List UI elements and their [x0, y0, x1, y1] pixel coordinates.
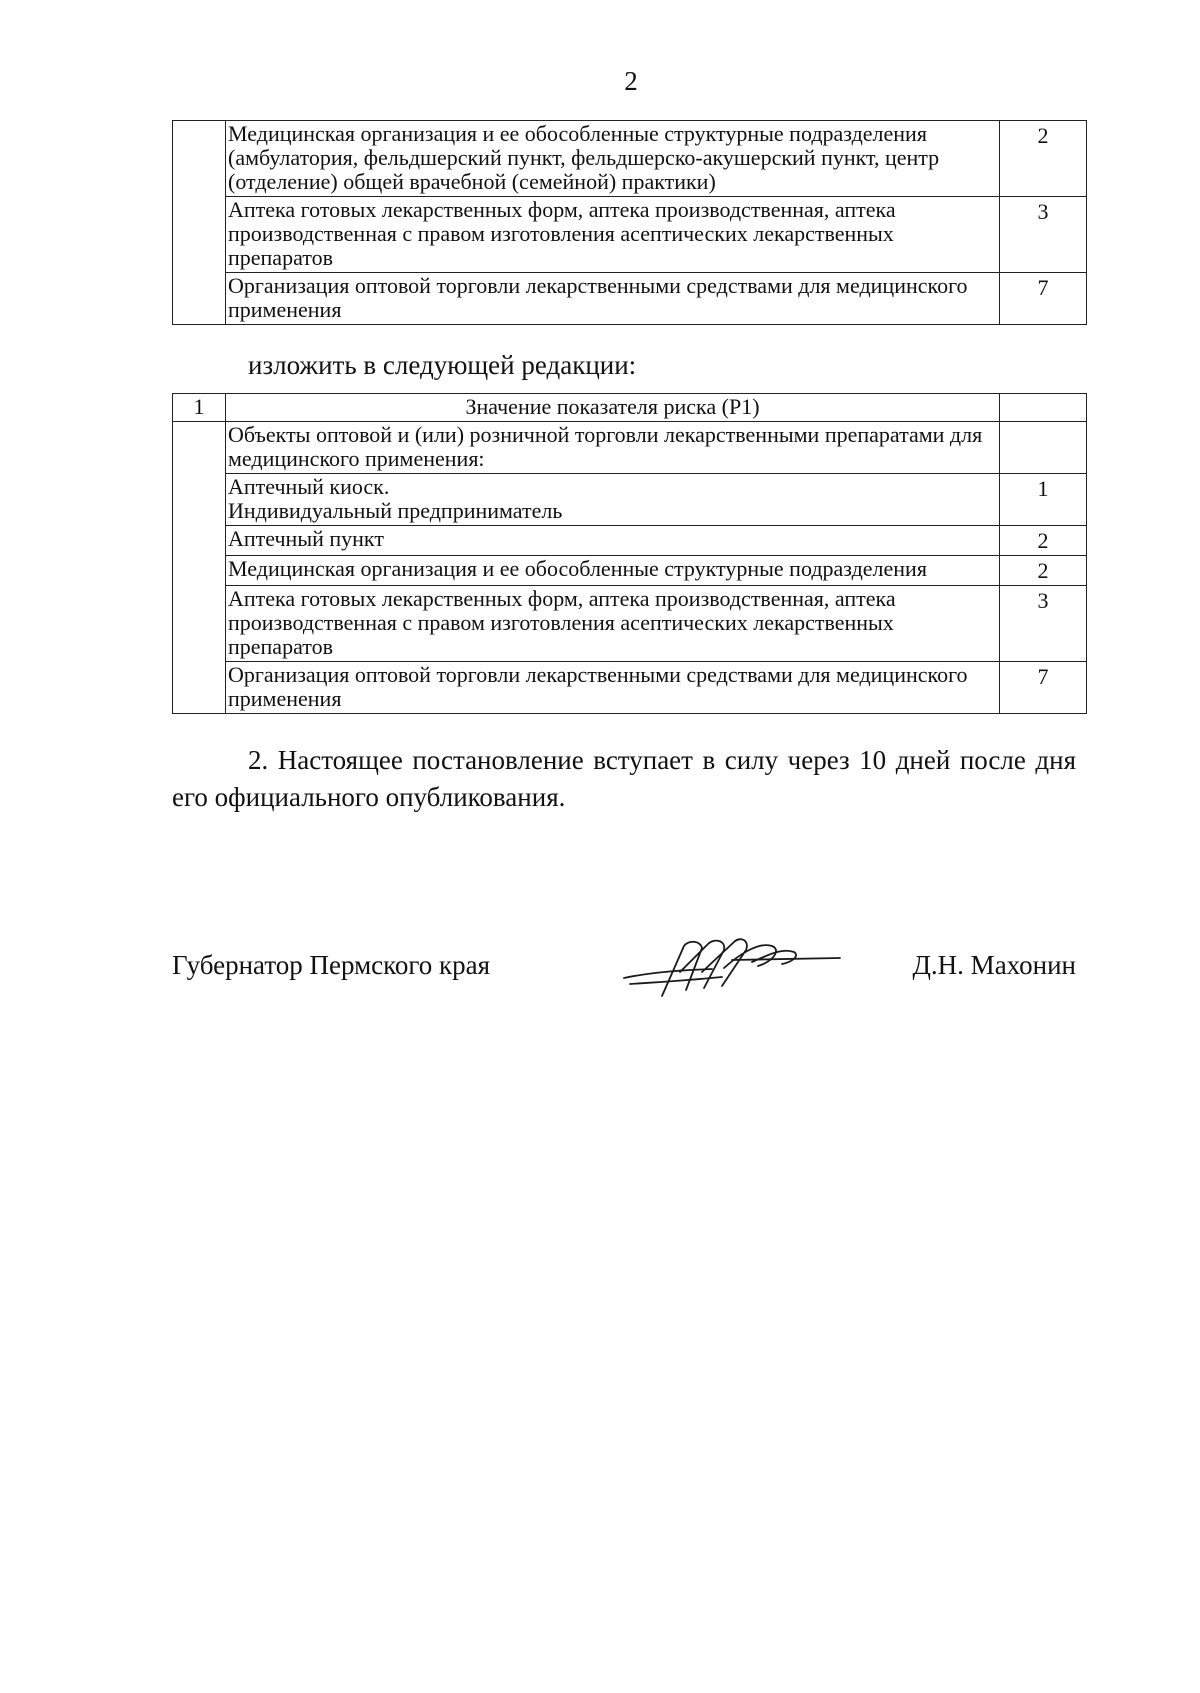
row-text: Аптека готовых лекарственных форм, аптека производственная, аптека производственная с правом изготовления асептических лекарственных препаратов	[226, 586, 1000, 662]
signature-block	[172, 950, 1076, 1010]
row-text: Аптечный киоск. Индивидуальный предприниматель	[226, 474, 1000, 526]
table-row	[173, 121, 1087, 197]
table-row	[173, 197, 1087, 273]
table-row	[173, 526, 1087, 556]
row-text: Медицинская организация и ее обособленные структурные подразделения (амбулатория, фельдшерский пункт, фельдшерско-акушерский пункт, центр (отделение) общей врачебной (семейной) практики)	[226, 121, 1000, 197]
table-row	[173, 586, 1087, 662]
row-value: 1	[1000, 474, 1087, 526]
row-value: 7	[1000, 273, 1087, 325]
row-value: 7	[1000, 662, 1087, 714]
row-text: Аптека готовых лекарственных форм, аптека производственная, аптека производственная с правом изготовления асептических лекарственных препаратов	[226, 197, 1000, 273]
row-text: Организация оптовой торговли лекарственными средствами для медицинского применения	[226, 273, 1000, 325]
row-text: Объекты оптовой и (или) розничной торговли лекарственными препаратами для медицинского применения:	[226, 422, 1000, 474]
row-value	[1000, 422, 1087, 474]
table-row	[173, 474, 1087, 526]
row-number-cell	[173, 422, 226, 714]
header-title: Значение показателя риска (Р1)	[226, 394, 1000, 422]
page-number: 2	[624, 66, 638, 96]
instruction-text: изложить в следующей редакции:	[248, 350, 637, 380]
row-value: 2	[1000, 526, 1087, 556]
signatory-name: Д.Н. Махонин	[912, 950, 1076, 980]
row-value: 3	[1000, 586, 1087, 662]
row-value: 2	[1000, 556, 1087, 586]
row-value: 2	[1000, 121, 1087, 197]
signatory-title: Губернатор Пермского края	[172, 950, 491, 980]
table-row	[173, 662, 1087, 714]
signature-mark	[622, 932, 842, 1002]
header-empty	[1000, 394, 1087, 422]
table-old	[172, 120, 1087, 325]
row-text: Организация оптовой торговли лекарственными средствами для медицинского применения	[226, 662, 1000, 714]
table-row	[173, 556, 1087, 586]
row-value: 3	[1000, 197, 1087, 273]
table-row	[173, 422, 1087, 474]
effective-date-paragraph: 2. Настоящее постановление вступает в силу через 10 дней после дня его официального опубликования.	[172, 745, 1076, 812]
header-number: 1	[173, 394, 226, 422]
row-text: Медицинская организация и ее обособленные структурные подразделения	[226, 556, 1000, 586]
row-text: Аптечный пункт	[226, 526, 1000, 556]
row-number-cell	[173, 121, 226, 325]
table-header-row	[173, 394, 1087, 422]
table-row	[173, 273, 1087, 325]
table-new	[172, 393, 1087, 714]
